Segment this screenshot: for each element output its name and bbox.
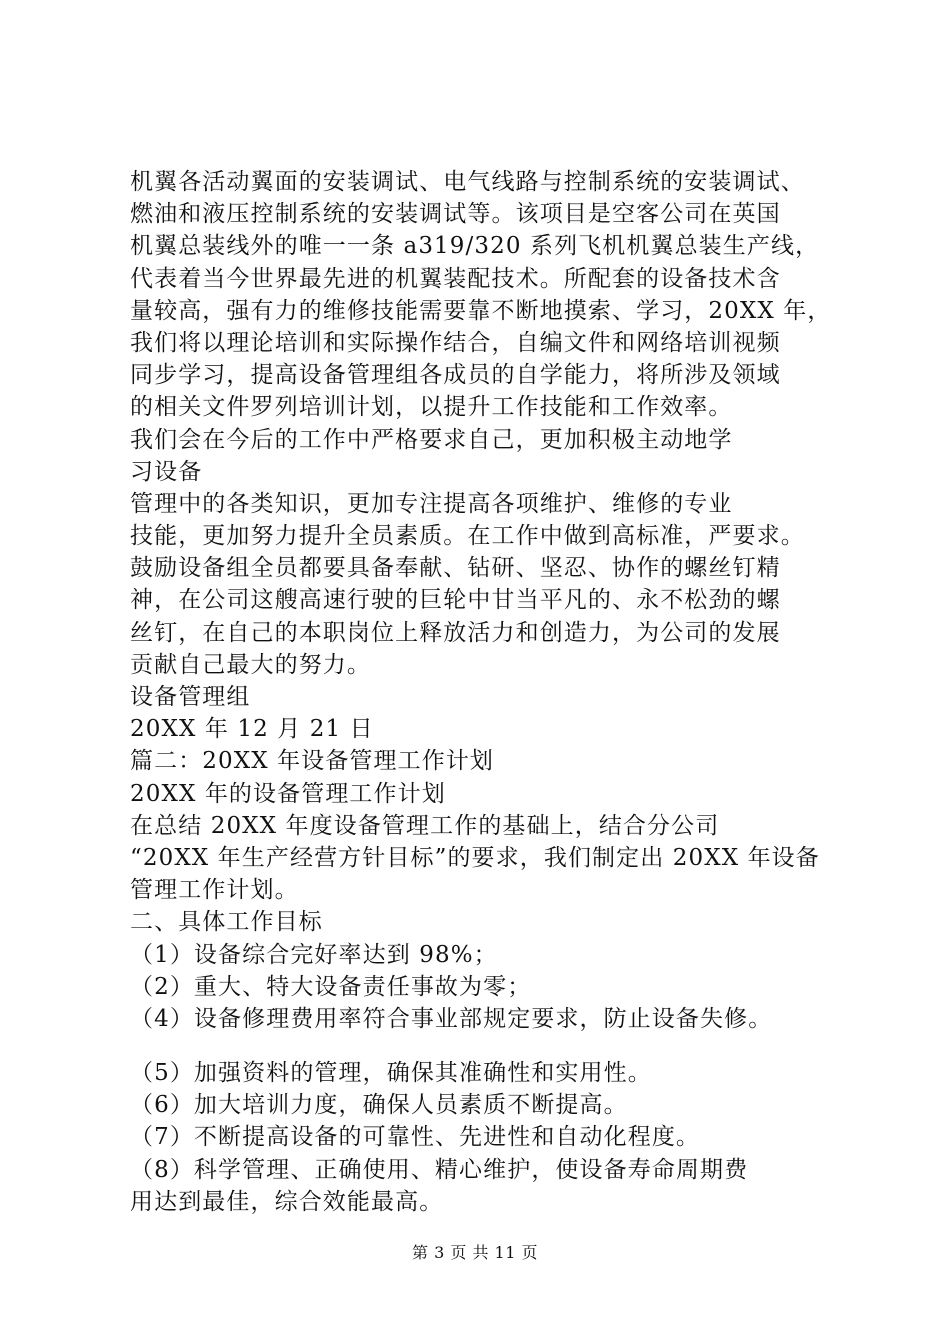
page-number-footer: 第 3 页 共 11 页	[412, 1243, 538, 1262]
subsection-heading: 二、具体工作目标	[130, 909, 323, 936]
list-item: （1）设备综合完好率达到 98%；	[130, 941, 498, 968]
text-line: 机翼总装线外的唯一一条 a319/320 系列飞机机翼总装生产线，	[130, 233, 820, 260]
text-line: 贡献自己最大的努力。	[130, 651, 371, 678]
section-title: 20XX 年的设备管理工作计划	[130, 780, 446, 807]
text-line: 我们会在今后的工作中严格要求自己，更加积极主动地学	[130, 426, 733, 453]
section-heading: 篇二：20XX 年设备管理工作计划	[130, 748, 495, 775]
list-item: （5）加强资料的管理，确保其准确性和实用性。	[130, 1060, 652, 1087]
text-line: 丝钉，在自己的本职岗位上释放活力和创造力，为公司的发展	[130, 619, 781, 646]
list-item: （4）设备修理费用率符合事业部规定要求，防止设备失修。	[130, 1005, 773, 1032]
text-line: 习设备	[130, 458, 203, 485]
list-item: （6）加大培训力度，确保人员素质不断提高。	[130, 1092, 628, 1119]
text-line: 在总结 20XX 年度设备管理工作的基础上，结合分公司	[130, 812, 720, 839]
text-line: 用达到最佳，综合效能最高。	[130, 1188, 444, 1215]
text-line: 管理工作计划。	[130, 877, 299, 904]
text-line: 鼓励设备组全员都要具备奉献、钻研、坚忍、协作的螺丝钉精	[130, 555, 781, 582]
text-line: 管理中的各类知识，更加专注提高各项维护、维修的专业	[130, 490, 733, 517]
list-item: （2）重大、特大设备责任事故为零；	[130, 973, 532, 1000]
text-line: 神，在公司这艘高速行驶的巨轮中甘当平凡的、永不松劲的螺	[130, 587, 781, 614]
text-line: 我们将以理论培训和实际操作结合，自编文件和网络培训视频	[130, 329, 781, 356]
text-line: 代表着当今世界最先进的机翼装配技术。所配套的设备技术含	[130, 265, 781, 292]
text-line: 燃油和液压控制系统的安装调试等。该项目是空客公司在英国	[130, 201, 781, 228]
text-line: “20XX 年生产经营方针目标”的要求，我们制定出 20XX 年设备	[130, 844, 820, 871]
date-line: 20XX 年 12 月 21 日	[130, 716, 374, 743]
text-line: 同步学习，提高设备管理组各成员的自学能力，将所涉及领域	[130, 362, 781, 389]
document-body	[130, 166, 830, 1218]
blank-line	[130, 1035, 830, 1057]
text-line: 机翼各活动翼面的安装调试、电气线路与控制系统的安装调试、	[130, 169, 805, 195]
text-line: 的相关文件罗列培训计划，以提升工作技能和工作效率。	[130, 394, 733, 421]
signature-line: 设备管理组	[130, 684, 251, 710]
list-item: （7）不断提高设备的可靠性、先进性和自动化程度。	[130, 1124, 701, 1151]
text-line: 量较高，强有力的维修技能需要靠不断地摸索、学习，20XX 年，	[130, 297, 832, 324]
text-line: 技能，更加努力提升全员素质。在工作中做到高标准，严要求。	[130, 523, 805, 550]
list-item: （8）科学管理、正确使用、精心维护，使设备寿命周期费	[130, 1156, 749, 1183]
